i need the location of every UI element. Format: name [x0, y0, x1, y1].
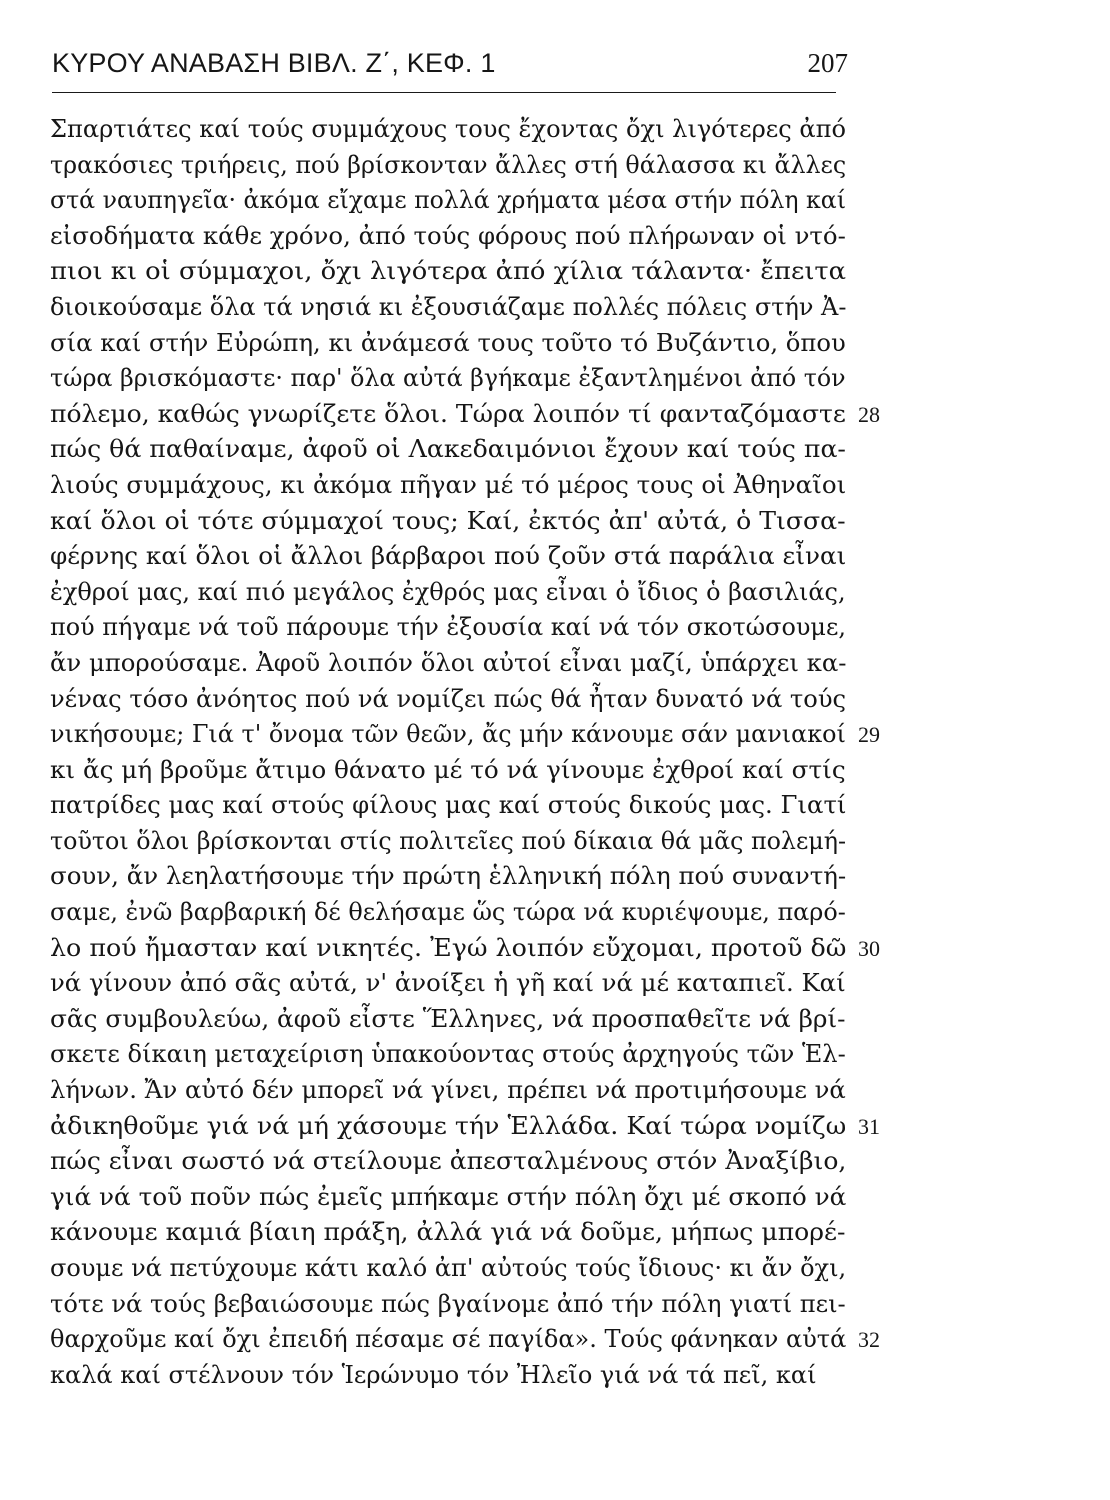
- text-line: [50, 575, 890, 611]
- text-line: [50, 432, 890, 468]
- line-text: σία καί στήν Εὐρώπη, κι ἀνάμεσά τους τοῦτο τό Βυζάντιο, ὅπου: [50, 328, 846, 357]
- text-line: [50, 361, 890, 397]
- line-text: τοῦτοι ὅλοι βρίσκονται στίς πολιτεῖες πού δίκαια θά μᾶς πολεμή-: [50, 826, 847, 855]
- line-text: λο πού ἤμασταν καί νικητές. Ἐγώ λοιπόν εὔχομαι, προτοῦ δῶ: [50, 933, 847, 962]
- line-text: λιούς συμμάχους, κι ἀκόμα πῆγαν μέ τό μέρος τους οἱ Ἀθηναῖοι: [50, 470, 847, 499]
- text-line: [50, 895, 890, 931]
- line-text: θαρχοῦμε καί ὄχι ἐπειδή πέσαμε σέ παγίδα». Τούς φάνηκαν αὐτά: [50, 1325, 847, 1354]
- text-line: [50, 1322, 890, 1358]
- line-text: Σπαρτιάτες καί τούς συμμάχους τους ἔχοντας ὄχι λιγότερες ἀπό: [50, 115, 847, 143]
- line-text: σουν, ἄν λεηλατήσουμε τήν πρώτη ἑλληνική πόλη πού συναντή-: [50, 862, 847, 891]
- text-line: [50, 397, 890, 433]
- line-text: καί ὅλοι οἱ τότε σύμμαχοί τους; Καί, ἐκτός ἀπ' αὐτά, ὁ Τισσα-: [50, 506, 846, 535]
- text-line: [50, 1073, 890, 1109]
- line-text: νικήσουμε; Γιά τ' ὄνομα τῶν θεῶν, ἄς μήν κάνουμε σάν μανιακοί: [50, 720, 846, 749]
- text-line: [50, 1251, 890, 1287]
- margin-section-number: 28: [858, 401, 880, 427]
- text-line: [50, 1215, 890, 1251]
- line-text: τώρα βρισκόμαστε· παρ' ὅλα αὐτά βγήκαμε ἐξαντλημένοι ἀπό τόν: [50, 364, 846, 393]
- line-text: πώς εἶναι σωστό νά στείλουμε ἀπεσταλμένους στόν Ἀναξίβιο,: [50, 1147, 847, 1176]
- line-text: πού πήγαμε νά τοῦ πάρουμε τήν ἐξουσία καί νά τόν σκοτώσουμε,: [50, 613, 846, 642]
- line-text: ἄν μπορούσαμε. Ἀφοῦ λοιπόν ὅλοι αὐτοί εἶναι μαζί, ὑπάρχει κα-: [50, 648, 847, 677]
- line-text: πώς θά παθαίναμε, ἀφοῦ οἱ Λακεδαιμόνιοι ἔχουν καί τούς πα-: [50, 435, 846, 464]
- line-text: τρακόσιες τριήρεις, πού βρίσκονταν ἄλλες στή θάλασσα κι ἄλλες: [50, 150, 847, 179]
- text-line: [50, 1358, 890, 1394]
- line-text: τότε νά τούς βεβαιώσουμε πώς βγαίνομε ἀπό τήν πόλη γιατί πει-: [50, 1289, 846, 1318]
- line-text: λήνων. Ἄν αὐτό δέν μπορεῖ νά γίνει, πρέπει νά προτιμήσουμε νά: [50, 1076, 846, 1105]
- text-line: [50, 219, 890, 255]
- text-line: [50, 966, 890, 1002]
- running-head: ΚΥΡΟΥ ΑΝΑΒΑΣΗ ΒΙΒΛ. Ζ΄, ΚΕΦ. 1: [52, 48, 496, 78]
- text-line: [50, 788, 890, 824]
- margin-section-number: 31: [858, 1113, 880, 1139]
- line-text: πόλεμο, καθώς γνωρίζετε ὅλοι. Τώρα λοιπόν τί φανταζόμαστε: [50, 399, 846, 428]
- text-line: [50, 1144, 890, 1180]
- text-line: [50, 326, 890, 362]
- line-text: σαμε, ἐνῶ βαρβαρική δέ θελήσαμε ὥς τώρα νά κυριέψουμε, παρό-: [50, 898, 846, 927]
- line-text: σᾶς συμβουλεύω, ἀφοῦ εἶστε Ἕλληνες, νά προσπαθεῖτε νά βρί-: [50, 1004, 846, 1033]
- line-text: κι ἄς μή βροῦμε ἄτιμο θάνατο μέ τό νά γίνουμε ἐχθροί καί στίς: [50, 755, 846, 784]
- text-line: [50, 1180, 890, 1216]
- text-line: [50, 290, 890, 326]
- text-line: [50, 183, 890, 219]
- line-text: κάνουμε καμιά βίαιη πράξη, ἀλλά γιά νά δοῦμε, μήπως μπορέ-: [50, 1218, 846, 1247]
- line-text: πιοι κι οἱ σύμμαχοι, ὄχι λιγότερα ἀπό χίλια τάλαντα· ἔπειτα: [50, 257, 847, 286]
- margin-section-number: 32: [858, 1327, 880, 1353]
- line-text: ἐχθροί μας, καί πιό μεγάλος ἐχθρός μας εἶναι ὁ ἴδιος ὁ βασιλιάς,: [50, 577, 846, 606]
- text-line: [50, 717, 890, 753]
- page-header: [52, 48, 848, 88]
- text-line: [50, 753, 890, 789]
- text-line: [50, 610, 890, 646]
- header-rule: [52, 92, 836, 93]
- text-line: [50, 148, 890, 184]
- body-text: [50, 112, 890, 1393]
- margin-section-number: 30: [858, 935, 880, 961]
- line-text: σκετε δίκαιη μεταχείριση ὑπακούοντας στούς ἀρχηγούς τῶν Ἑλ-: [50, 1040, 846, 1069]
- page-number: 207: [807, 48, 848, 78]
- line-text: πατρίδες μας καί στούς φίλους μας καί στούς δικούς μας. Γιατί: [50, 791, 847, 820]
- text-line: [50, 539, 890, 575]
- line-text: ἀδικηθοῦμε γιά νά μή χάσουμε τήν Ἑλλάδα. Καί τώρα νομίζω: [50, 1111, 847, 1140]
- line-text: φέρνης καί ὅλοι οἱ ἄλλοι βάρβαροι πού ζοῦν στά παράλια εἶναι: [50, 542, 847, 571]
- line-text: νένας τόσο ἀνόητος πού νά νομίζει πώς θά ἦταν δυνατό νά τούς: [50, 684, 847, 713]
- text-line: [50, 112, 890, 148]
- text-line: [50, 682, 890, 718]
- line-text: στά ναυπηγεῖα· ἀκόμα εἴχαμε πολλά χρήματα μέσα στήν πόλη καί: [50, 186, 847, 215]
- line-text: σουμε νά πετύχουμε κάτι καλό ἀπ' αὐτούς τούς ἴδιους· κι ἄν ὄχι,: [50, 1254, 847, 1282]
- text-line: [50, 504, 890, 540]
- line-text: εἰσοδήματα κάθε χρόνο, ἀπό τούς φόρους πού πλήρωναν οἱ ντό-: [50, 221, 846, 250]
- text-line: [50, 1287, 890, 1323]
- text-line: [50, 859, 890, 895]
- margin-section-number: 29: [858, 722, 880, 748]
- text-line: [50, 646, 890, 682]
- text-line: [50, 931, 890, 967]
- text-line: [50, 1002, 890, 1038]
- line-text: γιά νά τοῦ ποῦν πώς ἐμεῖς μπήκαμε στήν πόλη ὄχι μέ σκοπό νά: [50, 1182, 847, 1211]
- text-line: [50, 824, 890, 860]
- text-line: [50, 468, 890, 504]
- text-line: [50, 1037, 890, 1073]
- line-text: καλά καί στέλνουν τόν Ἱερώνυμο τόν Ἠλεῖο γιά νά τά πεῖ, καί: [50, 1360, 817, 1389]
- text-line: [50, 254, 890, 290]
- text-line: [50, 1109, 890, 1145]
- line-text: διοικούσαμε ὅλα τά νησιά κι ἐξουσιάζαμε πολλές πόλεις στήν Ἀ-: [50, 292, 847, 321]
- line-text: νά γίνουν ἀπό σᾶς αὐτά, ν' ἀνοίξει ἡ γῆ καί νά μέ καταπιεῖ. Καί: [50, 969, 846, 998]
